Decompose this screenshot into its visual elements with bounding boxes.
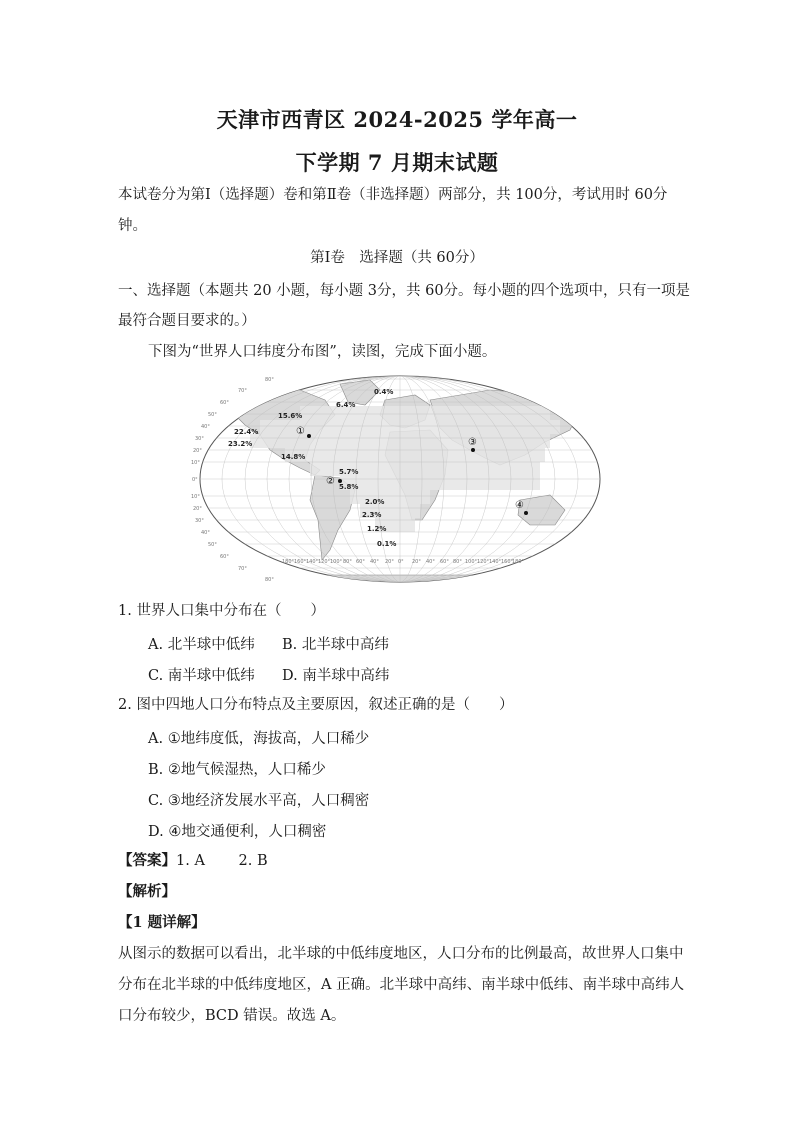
lon-label: 20° [412,559,421,565]
question-2-option-b[interactable]: B. ②地气候湿热，人口稀少 [148,762,326,778]
question-stem-intro: 下图为“世界人口纬度分布图”，读图，完成下面小题。 [148,344,497,360]
marker-dot-2 [338,479,342,483]
intro-line-2: 钟。 [118,218,147,234]
lon-label: 0° [398,559,404,565]
lon-label: 80° [343,559,352,565]
detail-line-1: 从图示的数据可以看出，北半球的中低纬度地区，人口分布的比例最高，故世界人口集中 [118,946,684,962]
percent-label-0-10s: 2.0% [365,498,385,506]
answer-value: 1. A 2. B [176,853,268,869]
lon-label: 100° [330,559,343,565]
percent-label-60-70n: 6.4% [336,401,356,409]
detail-line-2: 分布在北半球的中低纬度地区，A 正确。北半球中高纬、南半球中低纬、南半球中高纬人 [118,977,685,993]
lon-label: 160° [294,559,307,565]
marker-dot-4 [524,511,528,515]
lon-label: 40° [370,559,379,565]
question-2-option-c[interactable]: C. ③地经济发展水平高，人口稠密 [148,793,370,809]
question-2-option-d[interactable]: D. ④地交通便利，人口稠密 [148,824,327,840]
marker-dot-3 [471,448,475,452]
lon-label: 120° [477,559,490,565]
lat-label: 10° [191,494,200,500]
question-1-option-d[interactable]: D. 南半球中高纬 [282,668,390,684]
lat-label: 10° [191,460,200,466]
longitude-labels [282,559,525,565]
lon-label: 160° [501,559,514,565]
question-1-option-a[interactable]: A. 北半球中低纬 [148,637,255,653]
percent-label-70-80n: 0.4% [374,388,394,396]
lat-label: 60° [220,554,229,560]
lat-label: 30° [195,436,204,442]
percent-label-50-60n: 15.6% [278,412,303,420]
percent-label-10-20n: 5.7% [339,468,359,476]
lat-label: 0° [192,477,198,483]
lat-label: 50° [208,542,217,548]
lat-label: 30° [195,518,204,524]
marker-dot-1 [307,434,311,438]
instructions-line-1: 一、选择题（本题共 20 小题，每小题 3分，共 60分。每小题的四个选项中，只有一项是 [118,283,691,299]
lon-label: 80° [453,559,462,565]
lat-label: 80° [265,377,274,383]
marker-label-1: ① [296,426,305,437]
lon-label: 120° [318,559,331,565]
page-title-line-1: 天津市西青区 2024-2025 学年高一 [216,107,578,132]
lat-label: 70° [238,388,247,394]
question-1-option-b[interactable]: B. 北半球中高纬 [282,637,389,653]
lon-label: 180° [282,559,295,565]
lon-label: 60° [440,559,449,565]
marker-label-2: ② [326,476,335,487]
analysis-label: 【解析】 [118,883,176,900]
answer-label: 【答案】 [118,852,176,869]
percent-label-10-20s: 2.3% [362,511,382,519]
lat-label: 20° [193,448,202,454]
lon-label: 60° [356,559,365,565]
lat-label: 80° [265,577,274,583]
question-1-stem: 1. 世界人口集中分布在（ ） [118,603,325,619]
map-body [190,370,610,588]
percent-label-30-40n: 23.2% [228,440,253,448]
marker-label-3: ③ [468,437,477,448]
percent-label-20-30s: 1.2% [367,525,387,533]
answer-line [118,851,678,871]
lon-label: 140° [489,559,502,565]
detail-line-3: 口分布较少，BCD 错误。故选 A。 [118,1008,346,1024]
percent-label-30-40s: 0.1% [377,540,397,548]
lat-label: 20° [193,506,202,512]
page-title-line-2: 下学期 7 月期末试题 [295,150,499,175]
question-1-option-c[interactable]: C. 南半球中低纬 [148,668,255,684]
lon-label: 140° [306,559,319,565]
lat-label: 40° [201,424,210,430]
lon-label: 180° [512,559,525,565]
lon-label: 100° [465,559,478,565]
lat-label: 70° [238,566,247,572]
percent-label-0-10n: 5.8% [339,483,359,491]
lon-label: 20° [385,559,394,565]
detail-label: 【1 题详解】 [118,914,206,931]
question-2-option-a[interactable]: A. ①地纬度低，海拔高，人口稀少 [148,731,370,747]
world-population-latitude-map [190,370,610,588]
lat-label: 40° [201,530,210,536]
lat-label: 60° [220,400,229,406]
question-2-stem: 2. 图中四地人口分布特点及主要原因，叙述正确的是（ ） [118,697,514,713]
marker-label-4: ④ [515,500,524,511]
section-heading: 第Ⅰ卷 选择题（共 60分） [310,250,484,266]
percent-label-40-50n: 22.4% [234,428,259,436]
map-svg [190,370,610,588]
percent-label-20-30n: 14.8% [281,453,306,461]
lon-label: 40° [426,559,435,565]
lat-label: 50° [208,412,217,418]
instructions-line-2: 最符合题目要求的。） [118,313,256,329]
intro-line-1: 本试卷分为第Ⅰ（选择题）卷和第Ⅱ卷（非选择题）两部分，共 100分，考试用时 60分 [118,187,668,203]
